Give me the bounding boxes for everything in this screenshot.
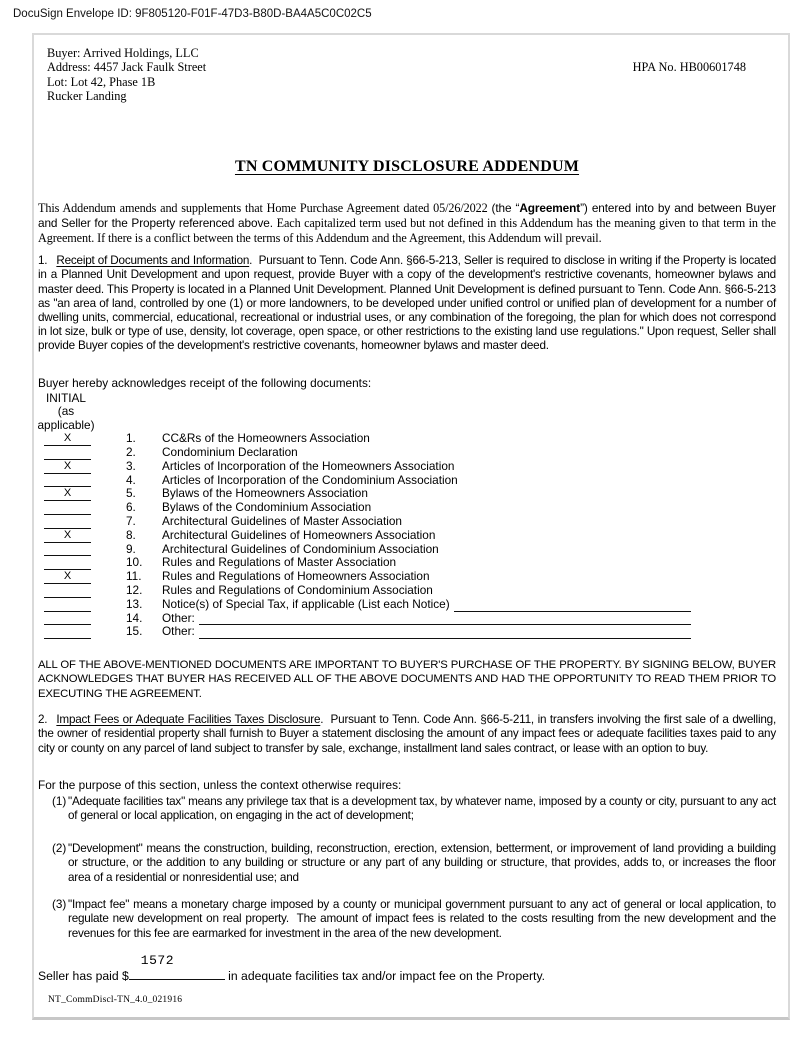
buyer-line: Buyer: Arrived Holdings, LLC <box>47 46 199 60</box>
document-row-4 <box>38 474 776 488</box>
definition-1-number: (1) <box>52 795 67 809</box>
document-row-7 <box>38 515 776 529</box>
section-1-number: 1. <box>38 254 48 268</box>
document-row-15 <box>38 625 776 639</box>
initial-blank-14 <box>44 611 91 625</box>
document-number-7: 7. <box>126 513 136 528</box>
definition-2-number: (2) <box>52 842 67 856</box>
initial-blank-5: X <box>44 487 91 501</box>
section-1-body: . Pursuant to Tenn. Code Ann. §66-5-213, Seller is required to disclose in writing if the Property is located in a Planned Unit Development and upon request, provide Buyer with a copy of the development's restrictive covenants, homeowner bylaws and master deed. This Property is located in a Planned Unit Development. Planned Unit Development is defined pursuant to Tenn. Code Ann. §66-5-213 as "an area of land, controlled by one (1) or more landowners, to be developed under unified control or unified plan of development for a number of dwelling units, commercial, educational, recreational or industrial uses, or any combination of the foregoing, the plan for which does not correspond in lot size, bulk or type of use, density, lot coverage, open space, or other restrictions to the existing land use regulations." Upon request, Seller shall provide Buyer copies of the development's restrictive covenants, homeowner bylaws and master deed. <box>38 254 776 353</box>
section-2-number: 2. <box>38 713 48 727</box>
document-row-6 <box>38 501 776 515</box>
initial-column-header <box>36 392 96 432</box>
document-row-14 <box>38 612 776 626</box>
document-checklist <box>38 432 776 639</box>
definition-3-text: "Impact fee" means a monetary charge imposed by a county or municipal government pursuant to any act of general or local application, to regulate new development on real property. The amount of impact fees is related to the costs resulting from the new development and the revenues for this fee are earmarked for investment in the area of the new development. <box>68 898 776 940</box>
acknowledge-line: Buyer hereby acknowledges receipt of the following documents: <box>38 376 372 391</box>
initial-blank-2 <box>44 446 91 460</box>
document-label-12: Rules and Regulations of Condominium Association <box>162 582 433 597</box>
document-label-9: Architectural Guidelines of Condominium Association <box>162 541 439 556</box>
initial-blank-7 <box>44 515 91 529</box>
intro-paragraph <box>38 201 776 246</box>
document-row-3 <box>38 460 776 474</box>
section-1-heading: Receipt of Documents and Information <box>56 254 250 268</box>
document-row-8 <box>38 529 776 543</box>
document-label-15: Other: <box>162 624 195 639</box>
document-label-7: Architectural Guidelines of Master Association <box>162 513 402 528</box>
document-number-8: 8. <box>126 527 136 542</box>
seller-paid-suffix: in adequate facilities tax and/or impact fee on the Property. <box>224 969 546 984</box>
document-label-1: CC&Rs of the Homeowners Association <box>162 431 370 446</box>
document-number-13: 13. <box>126 596 143 611</box>
initial-blank-13 <box>44 598 91 612</box>
section-2-body: . Pursuant to Tenn. Code Ann. §66-5-211, in transfers involving the first sale of a dwelling, the owner of residential property shall furnish to Buyer a statement disclosing the amount of any impact fees or adequate facilities taxes paid to any city or county on any parcel of land subject to transfer by sale, exchange, installment land sales contract, or lease with an option to buy. <box>38 713 776 755</box>
notice-blank-line <box>454 598 691 612</box>
document-row-9 <box>38 543 776 557</box>
document-label-5: Bylaws of the Homeowners Association <box>162 486 368 501</box>
document-label-4: Articles of Incorporation of the Condominium Association <box>162 472 458 487</box>
section-1-paragraph <box>38 254 776 367</box>
amount-blank-line <box>129 953 225 980</box>
document-page <box>32 33 790 1020</box>
section-2-heading: Impact Fees or Adequate Facilities Taxes Disclosure <box>56 713 321 727</box>
intro-close-paren: ”) entered into by and between Buyer and Seller for the Property referenced above. <box>38 201 777 231</box>
initial-blank-3: X <box>44 460 91 474</box>
document-label-6: Bylaws of the Condominium Association <box>162 500 372 515</box>
document-number-15: 15. <box>126 624 143 639</box>
document-label-2: Condominium Declaration <box>162 444 298 459</box>
intro-open-paren: (the “ <box>491 201 520 216</box>
initial-blank-9 <box>44 542 91 556</box>
amount-value: 1572 <box>140 953 175 969</box>
seller-paid-prefix: Seller has paid $ <box>38 969 129 984</box>
lot-line: Lot: Lot 42, Phase 1B <box>47 74 156 89</box>
header <box>47 46 776 103</box>
document-row-5 <box>38 487 776 501</box>
document-label-8: Architectural Guidelines of Homeowners Association <box>162 527 436 542</box>
document-row-11 <box>38 570 776 584</box>
document-number-12: 12. <box>126 582 143 597</box>
initial-blank-11: X <box>44 570 91 584</box>
section-2-paragraph <box>38 713 776 770</box>
other-blank-line-2 <box>199 625 691 639</box>
initial-blank-4 <box>44 473 91 487</box>
initial-label-applicable: applicable) <box>37 417 95 432</box>
definition-2 <box>38 842 776 885</box>
document-label-14: Other: <box>162 610 195 625</box>
document-number-5: 5. <box>126 486 136 501</box>
document-label-3: Articles of Incorporation of the Homeowners Association <box>162 458 455 473</box>
document-row-2 <box>38 446 776 460</box>
definition-2-text: "Development" means the construction, building, reconstruction, erection, extension, betterment, or improvement of land providing a building or structure, or the addition to any building or structure or any part of any building or structure, that provides, adds to, or increases the floor area of a residential or nonresidential use; and <box>68 842 776 884</box>
other-blank-line-1 <box>199 611 691 625</box>
initial-label: INITIAL <box>46 391 86 406</box>
document-number-14: 14. <box>126 610 143 625</box>
page-title: TN COMMUNITY DISCLOSURE ADDENDUM <box>234 158 580 176</box>
document-row-13 <box>38 598 776 612</box>
initial-blank-10 <box>44 556 91 570</box>
document-label-10: Rules and Regulations of Master Association <box>162 555 397 570</box>
definition-1-text: "Adequate facilities tax" means any privilege tax that is a development tax, by whatever name, imposed by a county or city, pursuant to any act of general or local application, on engaging in the act of development; <box>68 795 776 823</box>
initial-blank-6 <box>44 501 91 515</box>
hpa-number: HPA No. HB00601748 <box>632 60 746 75</box>
agreement-term: Agreement <box>519 201 581 216</box>
buyer-info-block <box>47 46 206 103</box>
document-number-2: 2. <box>126 444 136 459</box>
document-number-4: 4. <box>126 472 136 487</box>
document-number-1: 1. <box>126 431 136 446</box>
document-row-10 <box>38 556 776 570</box>
document-number-3: 3. <box>126 458 136 473</box>
initial-blank-15 <box>44 625 91 639</box>
document-number-9: 9. <box>126 541 136 556</box>
initial-blank-8: X <box>44 529 91 543</box>
intro-part-serif-1: This Addendum amends and supplements that Home Purchase Agreement dated 05/26/2022 <box>38 201 492 216</box>
initial-blank-12 <box>44 584 91 598</box>
document-row-12 <box>38 584 776 598</box>
community-line: Rucker Landing <box>47 88 127 103</box>
intro-part-serif-2: Each capitalized term used but not defined in this Addendum has the meaning given to that term in the Agreement. If there is a conflict between the terms of this Addendum and the Agreement, this Addendum will prevail. <box>38 216 776 246</box>
initial-label-as: (as <box>57 404 75 419</box>
seller-paid-line <box>38 953 776 984</box>
document-number-10: 10. <box>126 555 143 570</box>
document-row-1 <box>38 432 776 446</box>
document-number-6: 6. <box>126 500 136 515</box>
definition-3 <box>38 898 776 941</box>
definition-3-number: (3) <box>52 898 67 912</box>
purpose-line: For the purpose of this section, unless the context otherwise requires: <box>38 778 402 793</box>
document-number-11: 11. <box>126 569 142 584</box>
form-code: NT_CommDiscl-TN_4.0_021916 <box>48 995 183 1006</box>
definition-1 <box>38 795 776 823</box>
document-label-13: Notice(s) of Special Tax, if applicable (List each Notice) <box>162 596 450 611</box>
address-line: Address: 4457 Jack Faulk Street <box>47 60 207 75</box>
docusign-envelope-id: DocuSign Envelope ID: 9F805120-F01F-47D3-B80D-BA4A5C0C02C5 <box>13 8 372 20</box>
initial-blank-1: X <box>44 432 91 446</box>
all-caps-notice: ALL OF THE ABOVE-MENTIONED DOCUMENTS ARE IMPORTANT TO BUYER'S PURCHASE OF THE PROPERTY. BY SIGNING BELOW, BUYER ACKNOWLEDGES THAT BUYER HAS RECEIVED ALL OF THE ABOVE DOCUMENTS AND HAD THE OPPORTUNITY TO READ THEM PRIOR TO EXECUTING THE AGREEMENT. <box>38 659 776 700</box>
document-label-11: Rules and Regulations of Homeowners Association <box>162 569 430 584</box>
